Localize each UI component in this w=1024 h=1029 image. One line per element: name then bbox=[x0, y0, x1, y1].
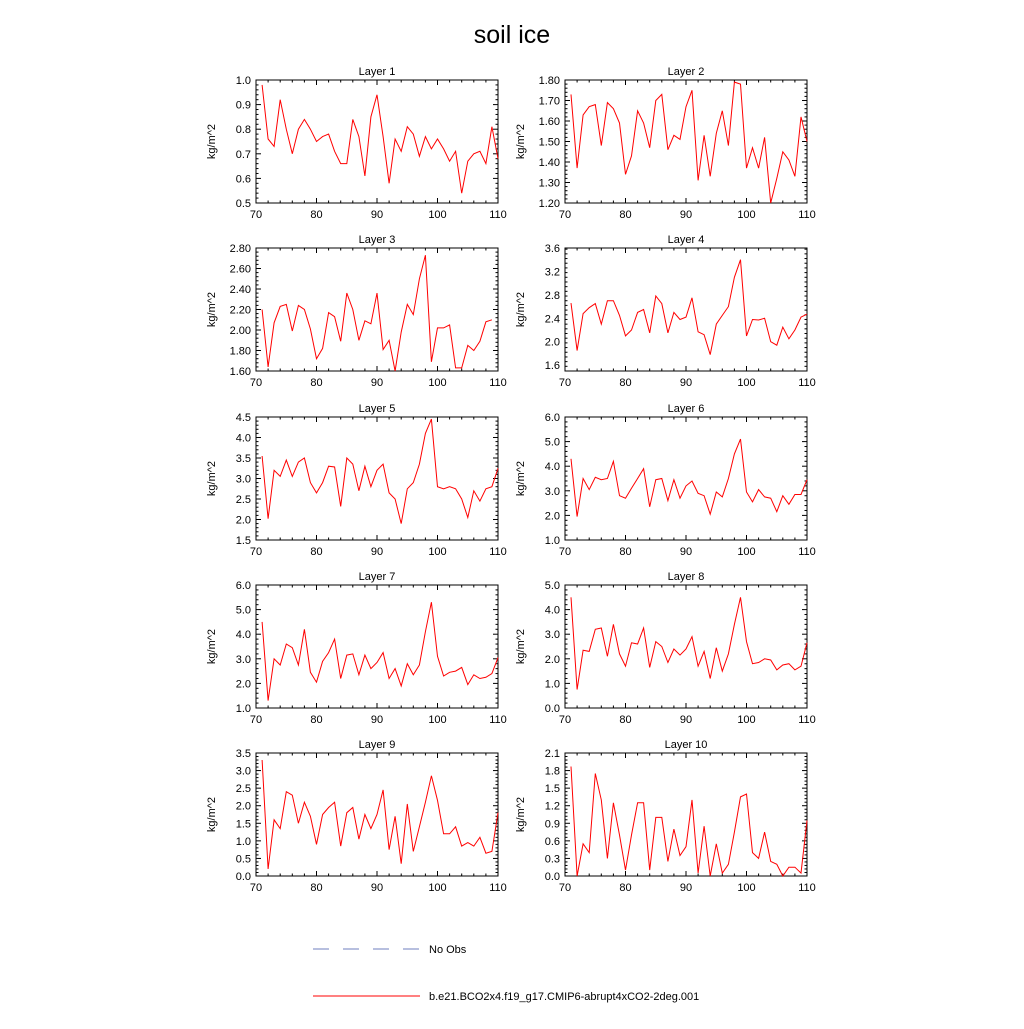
panel-layer-1 bbox=[206, 66, 507, 221]
x-tick-label: 110 bbox=[489, 714, 507, 726]
y-tick-label: 3.5 bbox=[235, 453, 251, 465]
series-line-layer-5 bbox=[262, 419, 498, 523]
y-tick-label: 1.80 bbox=[229, 345, 251, 358]
y-tick-label: 1.2 bbox=[544, 800, 560, 813]
series-line-layer-10 bbox=[571, 767, 807, 877]
legend bbox=[313, 944, 699, 1003]
panel-layer-8 bbox=[515, 571, 816, 726]
series-line-layer-3 bbox=[262, 255, 492, 371]
plot-frame bbox=[256, 248, 498, 371]
series-line-layer-2 bbox=[571, 82, 807, 203]
x-tick-label: 100 bbox=[737, 377, 756, 389]
x-tick-label: 110 bbox=[798, 882, 816, 894]
y-tick-label: 4.0 bbox=[235, 432, 251, 445]
y-tick-label: 2.1 bbox=[544, 748, 560, 760]
chart-panels bbox=[206, 66, 816, 894]
panel-layer-7 bbox=[206, 571, 507, 726]
x-tick-label: 80 bbox=[619, 377, 632, 389]
y-tick-label: 1.0 bbox=[544, 678, 560, 691]
x-tick-label: 70 bbox=[558, 882, 572, 894]
y-tick-label: 2.20 bbox=[229, 304, 251, 317]
y-tick-label: 0.5 bbox=[235, 853, 251, 866]
x-tick-label: 80 bbox=[310, 714, 323, 726]
panel-layer-6 bbox=[515, 403, 816, 558]
y-tick-label: 1.30 bbox=[538, 177, 560, 190]
legend-label-no-obs: No Obs bbox=[429, 944, 467, 956]
x-tick-label: 80 bbox=[310, 377, 323, 389]
x-tick-label: 80 bbox=[310, 882, 323, 894]
x-tick-label: 80 bbox=[619, 882, 632, 894]
series-line-layer-6 bbox=[571, 439, 807, 516]
y-tick-label: 1.8 bbox=[544, 765, 560, 778]
y-tick-label: 2.8 bbox=[544, 289, 560, 302]
y-tick-label: 3.0 bbox=[235, 473, 251, 486]
x-tick-label: 70 bbox=[558, 714, 572, 726]
series-line-layer-1 bbox=[262, 85, 498, 193]
x-tick-label: 90 bbox=[679, 714, 693, 726]
y-tick-label: 2.40 bbox=[229, 284, 251, 296]
x-tick-label: 70 bbox=[249, 882, 263, 894]
x-tick-label: 80 bbox=[619, 714, 632, 726]
y-tick-label: 2.0 bbox=[235, 514, 251, 527]
y-tick-label: 0.0 bbox=[544, 871, 560, 883]
x-tick-label: 90 bbox=[370, 209, 384, 221]
x-tick-label: 100 bbox=[737, 209, 756, 221]
x-tick-label: 80 bbox=[310, 209, 323, 221]
plot-frame bbox=[256, 80, 498, 203]
y-tick-label: 5.0 bbox=[544, 436, 560, 449]
y-tick-label: 0.9 bbox=[235, 99, 251, 112]
y-axis-label: kg/m^2 bbox=[206, 123, 218, 160]
y-tick-label: 1.5 bbox=[235, 818, 251, 831]
panel-title: Layer 3 bbox=[358, 234, 396, 246]
y-tick-label: 1.5 bbox=[544, 783, 560, 796]
y-tick-label: 3.0 bbox=[235, 653, 251, 666]
series-line-layer-9 bbox=[262, 760, 498, 869]
x-tick-label: 110 bbox=[489, 882, 507, 894]
y-tick-label: 3.0 bbox=[544, 629, 560, 642]
x-tick-label: 80 bbox=[619, 209, 632, 221]
panel-layer-9 bbox=[206, 739, 507, 894]
x-tick-label: 70 bbox=[558, 377, 572, 389]
y-tick-label: 3.5 bbox=[235, 748, 251, 760]
x-tick-label: 100 bbox=[737, 714, 756, 726]
y-axis-label: kg/m^2 bbox=[206, 460, 218, 497]
y-tick-label: 0.6 bbox=[235, 173, 251, 186]
y-tick-label: 6.0 bbox=[235, 580, 251, 592]
y-tick-label: 1.60 bbox=[229, 366, 251, 378]
series-line-layer-7 bbox=[262, 602, 498, 700]
y-tick-label: 5.0 bbox=[544, 580, 560, 592]
panel-layer-4 bbox=[515, 234, 816, 389]
panel-title: Layer 6 bbox=[667, 403, 705, 415]
y-tick-label: 4.5 bbox=[235, 412, 251, 424]
y-tick-label: 1.80 bbox=[538, 75, 560, 87]
y-axis-label: kg/m^2 bbox=[515, 796, 527, 833]
y-tick-label: 3.6 bbox=[544, 243, 560, 255]
x-tick-label: 100 bbox=[428, 209, 447, 221]
panel-layer-2 bbox=[515, 66, 816, 221]
y-tick-label: 0.6 bbox=[544, 835, 560, 848]
x-tick-label: 70 bbox=[558, 209, 572, 221]
y-tick-label: 1.50 bbox=[538, 136, 560, 149]
x-tick-label: 90 bbox=[679, 377, 693, 389]
x-tick-label: 110 bbox=[489, 209, 507, 221]
x-tick-label: 70 bbox=[249, 714, 263, 726]
y-axis-label: kg/m^2 bbox=[206, 291, 218, 328]
y-tick-label: 1.60 bbox=[538, 116, 560, 128]
y-tick-label: 5.0 bbox=[235, 604, 251, 617]
y-tick-label: 2.0 bbox=[544, 653, 560, 666]
x-tick-label: 80 bbox=[619, 546, 632, 558]
y-tick-label: 2.5 bbox=[235, 783, 251, 796]
page-title: soil ice bbox=[473, 21, 551, 49]
series-line-layer-8 bbox=[571, 597, 807, 689]
x-tick-label: 110 bbox=[798, 714, 816, 726]
plot-frame bbox=[565, 80, 807, 203]
x-tick-label: 100 bbox=[428, 882, 447, 894]
y-tick-label: 1.0 bbox=[235, 75, 251, 87]
y-tick-label: 4.0 bbox=[235, 629, 251, 642]
panel-title: Layer 7 bbox=[358, 571, 396, 583]
y-tick-label: 2.0 bbox=[544, 336, 560, 349]
y-tick-label: 1.0 bbox=[235, 703, 251, 715]
plot-frame bbox=[565, 248, 807, 371]
x-tick-label: 100 bbox=[428, 546, 447, 558]
x-tick-label: 100 bbox=[428, 714, 447, 726]
panel-title: Layer 5 bbox=[358, 403, 396, 415]
y-tick-label: 2.60 bbox=[229, 263, 251, 276]
plot-frame bbox=[256, 417, 498, 540]
panel-title: Layer 10 bbox=[664, 739, 708, 751]
x-tick-label: 70 bbox=[249, 377, 263, 389]
y-axis-label: kg/m^2 bbox=[515, 291, 527, 328]
y-tick-label: 2.0 bbox=[235, 800, 251, 813]
y-tick-label: 0.0 bbox=[235, 871, 251, 883]
panel-title: Layer 9 bbox=[358, 739, 396, 751]
x-tick-label: 110 bbox=[489, 377, 507, 389]
panel-layer-10 bbox=[515, 739, 816, 894]
y-tick-label: 1.70 bbox=[538, 95, 560, 108]
x-tick-label: 70 bbox=[249, 546, 263, 558]
x-tick-label: 100 bbox=[737, 546, 756, 558]
y-axis-label: kg/m^2 bbox=[515, 123, 527, 160]
x-tick-label: 80 bbox=[310, 546, 323, 558]
y-tick-label: 2.5 bbox=[235, 494, 251, 506]
y-axis-label: kg/m^2 bbox=[206, 628, 218, 665]
x-tick-label: 90 bbox=[370, 714, 384, 726]
y-tick-label: 3.0 bbox=[235, 765, 251, 778]
y-tick-label: 2.80 bbox=[229, 243, 251, 255]
y-tick-label: 1.0 bbox=[235, 835, 251, 848]
y-tick-label: 0.5 bbox=[235, 198, 251, 210]
x-tick-label: 110 bbox=[489, 546, 507, 558]
y-tick-label: 1.40 bbox=[538, 157, 560, 169]
plot-frame bbox=[565, 753, 807, 876]
y-tick-label: 3.2 bbox=[544, 266, 560, 279]
y-tick-label: 2.00 bbox=[229, 325, 251, 337]
y-tick-label: 0.0 bbox=[544, 703, 560, 715]
x-tick-label: 90 bbox=[679, 546, 693, 558]
x-tick-label: 70 bbox=[558, 546, 572, 558]
plot-frame bbox=[256, 585, 498, 708]
y-tick-label: 1.0 bbox=[544, 535, 560, 547]
y-tick-label: 2.0 bbox=[235, 678, 251, 691]
x-tick-label: 110 bbox=[798, 546, 816, 558]
x-tick-label: 110 bbox=[798, 209, 816, 221]
panel-title: Layer 2 bbox=[667, 66, 705, 78]
x-tick-label: 100 bbox=[428, 377, 447, 389]
plot-frame bbox=[565, 585, 807, 708]
series-line-layer-4 bbox=[571, 260, 807, 355]
panel-layer-3 bbox=[206, 234, 507, 389]
x-tick-label: 100 bbox=[737, 882, 756, 894]
x-tick-label: 90 bbox=[370, 546, 384, 558]
y-tick-label: 0.7 bbox=[235, 148, 251, 161]
legend-label-model-run: b.e21.BCO2x4.f19_g17.CMIP6-abrupt4xCO2-2deg.001 bbox=[429, 991, 700, 1003]
y-tick-label: 0.8 bbox=[235, 124, 251, 137]
y-tick-label: 1.20 bbox=[538, 198, 560, 210]
x-tick-label: 90 bbox=[679, 882, 693, 894]
y-axis-label: kg/m^2 bbox=[515, 628, 527, 665]
panel-title: Layer 8 bbox=[667, 571, 705, 583]
x-tick-label: 110 bbox=[798, 377, 816, 389]
y-axis-label: kg/m^2 bbox=[515, 460, 527, 497]
panel-title: Layer 1 bbox=[358, 66, 396, 78]
y-tick-label: 4.0 bbox=[544, 461, 560, 474]
x-tick-label: 90 bbox=[370, 377, 384, 389]
x-tick-label: 90 bbox=[370, 882, 384, 894]
y-tick-label: 2.0 bbox=[544, 510, 560, 523]
x-tick-label: 90 bbox=[679, 209, 693, 221]
y-tick-label: 6.0 bbox=[544, 412, 560, 424]
y-tick-label: 0.3 bbox=[544, 853, 560, 866]
panel-title: Layer 4 bbox=[667, 234, 705, 246]
y-tick-label: 1.6 bbox=[544, 360, 560, 373]
panel-layer-5 bbox=[206, 403, 507, 558]
y-tick-label: 2.4 bbox=[544, 313, 560, 326]
x-tick-label: 70 bbox=[249, 209, 263, 221]
y-tick-label: 4.0 bbox=[544, 604, 560, 617]
y-tick-label: 3.0 bbox=[544, 485, 560, 498]
y-axis-label: kg/m^2 bbox=[206, 796, 218, 833]
plot-frame bbox=[565, 417, 807, 540]
y-tick-label: 1.5 bbox=[235, 535, 251, 547]
y-tick-label: 0.9 bbox=[544, 818, 560, 831]
